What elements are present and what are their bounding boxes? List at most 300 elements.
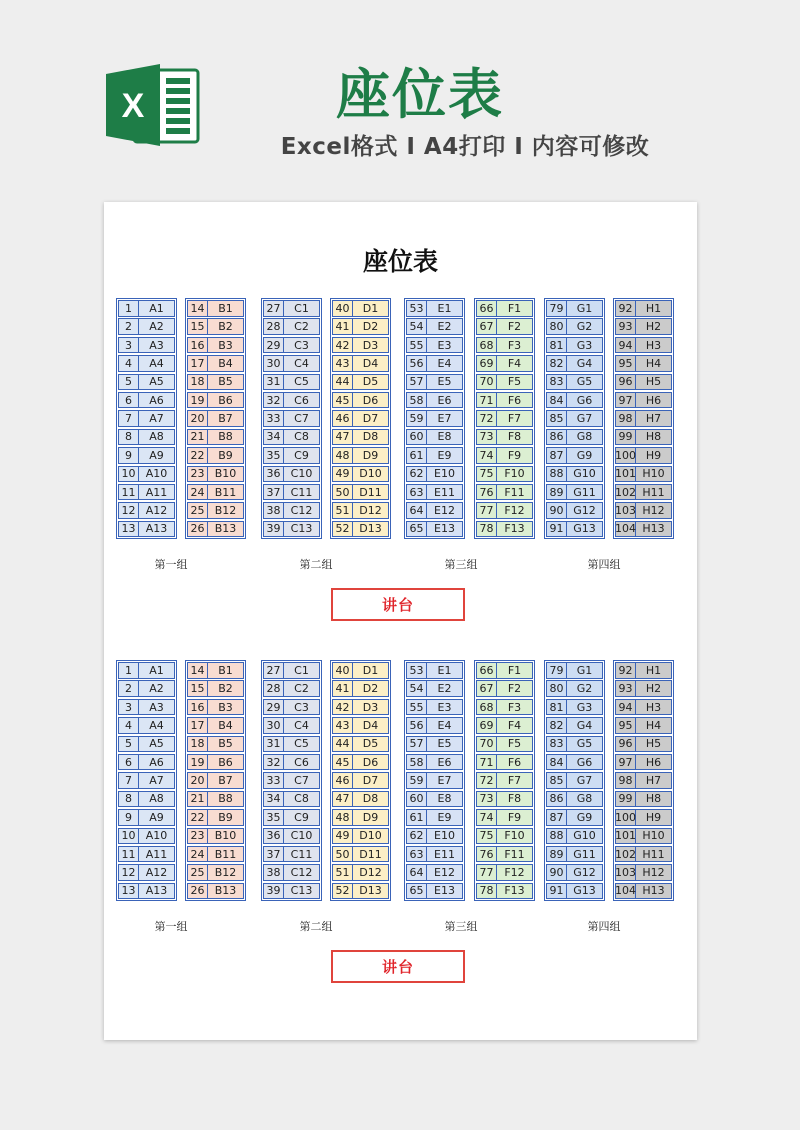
- seat-number: 100: [615, 448, 636, 462]
- seat-number: 52: [333, 884, 353, 899]
- seat-label: B13: [214, 884, 237, 898]
- seat-number: 41: [333, 319, 353, 334]
- seat-column-G: [544, 660, 605, 901]
- seat-label: G11: [573, 847, 596, 861]
- seat-label: E3: [437, 700, 452, 714]
- seat-label: C1: [294, 663, 309, 677]
- seat-cell: [476, 828, 533, 845]
- seat-cell: [118, 484, 175, 501]
- seat-label: D8: [362, 430, 379, 444]
- seat-cell: [187, 772, 244, 789]
- seat-label: E12: [434, 866, 455, 880]
- seat-number: 26: [188, 884, 208, 899]
- seat-label: C5: [294, 737, 309, 751]
- seat-cell: [263, 662, 320, 679]
- seat-label: C8: [294, 792, 309, 806]
- seat-cell: [118, 392, 175, 409]
- seat-number: 72: [477, 411, 497, 426]
- seat-cell: [406, 809, 463, 826]
- seat-label: C4: [294, 718, 309, 732]
- seat-cell: [332, 883, 389, 900]
- seat-cell: [332, 864, 389, 881]
- seat-label: D7: [362, 774, 379, 788]
- seat-label: D8: [362, 792, 379, 806]
- seat-number: 20: [188, 773, 208, 788]
- seat-number: 56: [407, 718, 427, 733]
- seat-label: F11: [504, 847, 525, 861]
- seat-cell: [187, 846, 244, 863]
- seat-cell: [546, 662, 603, 679]
- seat-label: E10: [434, 467, 455, 481]
- seat-number: 53: [407, 663, 427, 678]
- seat-cell: [332, 447, 389, 464]
- seat-number: 38: [264, 503, 284, 518]
- seat-label: C10: [290, 467, 313, 481]
- seat-cell: [118, 466, 175, 483]
- seat-label: C10: [290, 829, 313, 843]
- seat-number: 19: [188, 755, 208, 770]
- seat-number: 19: [188, 393, 208, 408]
- seat-number: 45: [333, 755, 353, 770]
- seat-cell: [263, 521, 320, 538]
- seat-number: 24: [188, 485, 208, 500]
- seat-cell: [187, 791, 244, 808]
- seat-cell: [118, 699, 175, 716]
- seat-label: D11: [359, 847, 382, 861]
- seat-cell: [118, 374, 175, 391]
- seat-cell: [118, 337, 175, 354]
- seat-label: A10: [145, 829, 168, 843]
- seat-number: 29: [264, 700, 284, 715]
- seat-number: 50: [333, 485, 353, 500]
- seat-cell: [263, 429, 320, 446]
- seat-column-D: [330, 660, 391, 901]
- seat-number: 44: [333, 737, 353, 752]
- seat-number: 37: [264, 485, 284, 500]
- seat-label: E9: [437, 810, 452, 824]
- seat-label: B1: [218, 663, 233, 677]
- header-title: 座位表: [336, 63, 504, 126]
- seat-number: 75: [477, 467, 497, 482]
- seat-cell: [406, 392, 463, 409]
- excel-logo-letter: X: [121, 87, 145, 125]
- seat-number: 12: [119, 865, 139, 880]
- seat-cell: [406, 736, 463, 753]
- seat-number: 25: [188, 865, 208, 880]
- seat-column-G: [544, 298, 605, 539]
- seat-label: D13: [359, 522, 382, 536]
- seat-cell: [546, 447, 603, 464]
- seat-label: G13: [573, 522, 596, 536]
- seat-cell: [546, 429, 603, 446]
- seat-label: H5: [645, 737, 662, 751]
- seat-cell: [187, 300, 244, 317]
- seat-cell: [476, 736, 533, 753]
- seat-number: 32: [264, 393, 284, 408]
- seat-label: B12: [214, 504, 237, 518]
- seat-label: B1: [218, 301, 233, 315]
- seat-label: C6: [294, 755, 309, 769]
- seat-block-2: [104, 660, 697, 990]
- seat-number: 70: [477, 375, 497, 390]
- seat-cell: [332, 809, 389, 826]
- seat-cell: [406, 699, 463, 716]
- seat-cell: [615, 300, 672, 317]
- seat-label: C7: [294, 774, 309, 788]
- seat-cell: [615, 318, 672, 335]
- seat-label: D5: [362, 737, 379, 751]
- seat-label: A12: [145, 504, 168, 518]
- seat-number: 94: [616, 338, 636, 353]
- seat-label: D1: [362, 301, 379, 315]
- seat-number: 90: [547, 865, 567, 880]
- seat-column-A: [116, 660, 177, 901]
- seat-label: D2: [362, 320, 379, 334]
- seat-number: 17: [188, 718, 208, 733]
- seat-label: E13: [434, 884, 455, 898]
- seat-cell: [406, 337, 463, 354]
- seat-cell: [615, 392, 672, 409]
- seat-number: 64: [407, 865, 427, 880]
- seat-cell: [476, 337, 533, 354]
- seat-number: 51: [333, 865, 353, 880]
- group-label: 第三组: [444, 920, 478, 933]
- seat-label: H4: [645, 718, 662, 732]
- seat-label: B6: [218, 393, 233, 407]
- seat-number: 48: [333, 810, 353, 825]
- seat-label: E8: [437, 792, 452, 806]
- seat-label: D12: [359, 504, 382, 518]
- seat-cell: [476, 484, 533, 501]
- seat-cell: [332, 736, 389, 753]
- seat-cell: [187, 466, 244, 483]
- seat-number: 46: [333, 411, 353, 426]
- seat-number: 28: [264, 681, 284, 696]
- seat-cell: [187, 502, 244, 519]
- seat-cell: [476, 410, 533, 427]
- seat-cell: [263, 502, 320, 519]
- seat-column-E: [404, 298, 465, 539]
- seat-number: 21: [188, 430, 208, 445]
- seat-cell: [118, 355, 175, 372]
- seat-cell: [187, 337, 244, 354]
- seat-cell: [546, 502, 603, 519]
- seat-number: 35: [264, 448, 284, 463]
- seat-number: 71: [477, 755, 497, 770]
- seat-label: G12: [573, 866, 596, 880]
- seat-cell: [187, 864, 244, 881]
- seat-cell: [476, 680, 533, 697]
- seat-number: 10: [119, 467, 139, 482]
- seat-cell: [118, 502, 175, 519]
- seat-label: H9: [645, 810, 662, 824]
- seat-label: B2: [218, 320, 233, 334]
- seat-cell: [263, 410, 320, 427]
- seat-label: H7: [645, 774, 662, 788]
- seat-number: 39: [264, 522, 284, 537]
- seat-cell: [187, 717, 244, 734]
- seat-cell: [476, 374, 533, 391]
- seat-cell: [332, 392, 389, 409]
- seat-label: H3: [645, 338, 662, 352]
- seat-cell: [476, 300, 533, 317]
- seat-cell: [406, 846, 463, 863]
- seat-number: 46: [333, 773, 353, 788]
- seat-cell: [187, 374, 244, 391]
- seat-number: 101: [615, 829, 636, 843]
- seat-number: 103: [615, 504, 636, 518]
- seat-number: 80: [547, 681, 567, 696]
- seat-label: D6: [362, 393, 379, 407]
- seat-cell: [332, 337, 389, 354]
- seat-label: G9: [576, 810, 593, 824]
- seat-label: H8: [645, 430, 662, 444]
- seat-number: 101: [615, 467, 636, 481]
- seat-number: 72: [477, 773, 497, 788]
- seat-label: C2: [294, 320, 309, 334]
- seat-number: 32: [264, 755, 284, 770]
- seat-cell: [476, 809, 533, 826]
- seat-number: 40: [333, 663, 353, 678]
- seat-cell: [263, 484, 320, 501]
- seat-label: H4: [645, 356, 662, 370]
- seat-cell: [263, 717, 320, 734]
- seat-cell: [615, 502, 672, 519]
- seat-label: H12: [642, 504, 665, 518]
- seat-cell: [263, 809, 320, 826]
- seat-cell: [263, 828, 320, 845]
- seat-number: 34: [264, 430, 284, 445]
- seat-number: 55: [407, 338, 427, 353]
- seat-label: F5: [507, 737, 522, 751]
- seat-label: C11: [290, 485, 313, 499]
- seat-cell: [406, 466, 463, 483]
- seat-number: 13: [119, 522, 139, 537]
- seat-number: 25: [188, 503, 208, 518]
- seat-label: G12: [573, 504, 596, 518]
- seat-cell: [187, 680, 244, 697]
- seat-number: 47: [333, 430, 353, 445]
- seat-label: G6: [576, 393, 593, 407]
- seat-number: 29: [264, 338, 284, 353]
- seat-label: E4: [437, 356, 452, 370]
- seat-cell: [476, 883, 533, 900]
- seat-number: 76: [477, 847, 497, 862]
- seat-label: E12: [434, 504, 455, 518]
- seat-label: F8: [507, 430, 522, 444]
- seat-number: 2: [119, 319, 139, 334]
- seat-cell: [546, 864, 603, 881]
- seat-label: D2: [362, 682, 379, 696]
- seat-cell: [476, 466, 533, 483]
- seat-label: E1: [437, 663, 452, 677]
- seat-number: 18: [188, 375, 208, 390]
- seat-label: B6: [218, 755, 233, 769]
- seat-cell: [187, 447, 244, 464]
- seat-label: F1: [507, 301, 522, 315]
- seat-label: E10: [434, 829, 455, 843]
- seat-number: 82: [547, 356, 567, 371]
- seat-column-H: [613, 660, 674, 901]
- seat-number: 58: [407, 755, 427, 770]
- seat-cell: [118, 410, 175, 427]
- seat-number: 50: [333, 847, 353, 862]
- seat-cell: [546, 809, 603, 826]
- seat-number: 60: [407, 430, 427, 445]
- seat-number: 30: [264, 718, 284, 733]
- seat-cell: [615, 355, 672, 372]
- seat-cell: [546, 717, 603, 734]
- seat-number: 79: [547, 663, 567, 678]
- seat-label: A1: [149, 301, 164, 315]
- seat-number: 74: [477, 448, 497, 463]
- seat-cell: [406, 447, 463, 464]
- seat-label: D13: [359, 884, 382, 898]
- seat-number: 76: [477, 485, 497, 500]
- seat-cell: [546, 337, 603, 354]
- seat-number: 57: [407, 737, 427, 752]
- seat-cell: [263, 300, 320, 317]
- seat-number: 104: [615, 522, 636, 536]
- seat-cell: [332, 410, 389, 427]
- seat-label: E8: [437, 430, 452, 444]
- seat-number: 1: [119, 301, 139, 316]
- seat-number: 6: [119, 393, 139, 408]
- seat-number: 96: [616, 737, 636, 752]
- seat-number: 42: [333, 338, 353, 353]
- seat-label: E3: [437, 338, 452, 352]
- seat-label: G10: [573, 829, 596, 843]
- seat-label: H12: [642, 866, 665, 880]
- seat-label: D4: [362, 718, 379, 732]
- seat-label: A7: [149, 412, 164, 426]
- seat-number: 9: [119, 448, 139, 463]
- seat-label: G5: [576, 375, 593, 389]
- seat-number: 31: [264, 737, 284, 752]
- seat-cell: [476, 521, 533, 538]
- seat-label: G5: [576, 737, 593, 751]
- seat-number: 82: [547, 718, 567, 733]
- seat-label: D1: [362, 663, 379, 677]
- seat-cell: [476, 717, 533, 734]
- seat-number: 26: [188, 522, 208, 537]
- seat-label: B11: [214, 485, 237, 499]
- seat-label: D12: [359, 866, 382, 880]
- seat-cell: [615, 864, 672, 881]
- seat-cell: [615, 337, 672, 354]
- seat-number: 83: [547, 375, 567, 390]
- seat-number: 88: [547, 467, 567, 482]
- seat-number: 94: [616, 700, 636, 715]
- seat-number: 102: [615, 847, 636, 861]
- seat-cell: [187, 754, 244, 771]
- seat-label: D4: [362, 356, 379, 370]
- seat-cell: [118, 429, 175, 446]
- seat-number: 53: [407, 301, 427, 316]
- seat-cell: [546, 521, 603, 538]
- seat-cell: [263, 791, 320, 808]
- seat-number: 71: [477, 393, 497, 408]
- seat-cell: [263, 699, 320, 716]
- seat-label: D10: [359, 467, 382, 481]
- seat-cell: [187, 410, 244, 427]
- seat-label: F7: [507, 774, 522, 788]
- seat-number: 15: [188, 319, 208, 334]
- seat-cell: [187, 484, 244, 501]
- seat-cell: [406, 717, 463, 734]
- group-label: 第四组: [587, 920, 621, 933]
- seat-label: G7: [576, 412, 593, 426]
- seat-cell: [546, 680, 603, 697]
- seat-label: G9: [576, 448, 593, 462]
- seat-cell: [406, 754, 463, 771]
- seat-number: 68: [477, 700, 497, 715]
- seat-cell: [406, 410, 463, 427]
- seat-label: C9: [294, 448, 309, 462]
- seat-label: B12: [214, 866, 237, 880]
- seat-label: H11: [642, 847, 665, 861]
- seat-number: 87: [547, 448, 567, 463]
- seat-number: 18: [188, 737, 208, 752]
- seat-label: A13: [145, 522, 168, 536]
- seat-number: 38: [264, 865, 284, 880]
- seat-number: 61: [407, 448, 427, 463]
- seat-number: 54: [407, 681, 427, 696]
- seat-label: H10: [642, 467, 665, 481]
- seat-number: 58: [407, 393, 427, 408]
- seat-label: C7: [294, 412, 309, 426]
- seat-cell: [546, 699, 603, 716]
- seat-number: 65: [407, 884, 427, 899]
- seat-cell: [615, 429, 672, 446]
- seat-cell: [476, 791, 533, 808]
- seat-label: D10: [359, 829, 382, 843]
- seat-cell: [263, 355, 320, 372]
- seat-number: 42: [333, 700, 353, 715]
- seat-cell: [546, 392, 603, 409]
- seat-cell: [263, 680, 320, 697]
- seat-cell: [615, 846, 672, 863]
- seat-number: 4: [119, 356, 139, 371]
- seat-number: 30: [264, 356, 284, 371]
- seat-number: 102: [615, 485, 636, 499]
- seat-cell: [476, 662, 533, 679]
- seat-cell: [615, 772, 672, 789]
- seat-label: A12: [145, 866, 168, 880]
- seat-label: F3: [507, 338, 522, 352]
- seat-column-B: [185, 660, 246, 901]
- seat-cell: [406, 662, 463, 679]
- seat-column-H: [613, 298, 674, 539]
- seat-label: C2: [294, 682, 309, 696]
- seat-cell: [546, 791, 603, 808]
- seat-cell: [546, 318, 603, 335]
- seat-number: 33: [264, 773, 284, 788]
- seat-number: 84: [547, 393, 567, 408]
- seat-label: A9: [149, 810, 164, 824]
- seat-cell: [118, 447, 175, 464]
- seat-label: G7: [576, 774, 593, 788]
- seat-label: F9: [507, 810, 522, 824]
- seat-label: G2: [576, 320, 593, 334]
- seat-number: 61: [407, 810, 427, 825]
- seat-number: 6: [119, 755, 139, 770]
- seat-number: 92: [616, 301, 636, 316]
- seat-number: 103: [615, 866, 636, 880]
- seat-label: B2: [218, 682, 233, 696]
- seat-cell: [476, 864, 533, 881]
- seat-cell: [263, 883, 320, 900]
